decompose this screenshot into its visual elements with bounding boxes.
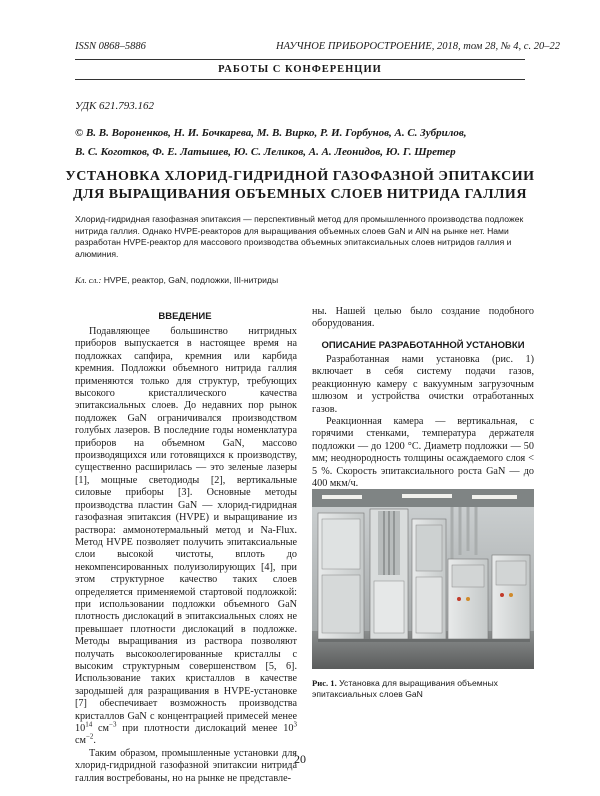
method-heading: ОПИСАНИЕ РАЗРАБОТАННОЙ УСТАНОВКИ: [321, 340, 525, 351]
article-title-line-1: УСТАНОВКА ХЛОРИД-ГИДРИДНОЙ ГАЗОФАЗНОЙ ЭПИТАКСИИ: [65, 169, 535, 184]
keywords-label: Кл. сл.:: [75, 275, 102, 285]
intro-continuation: ны. Нашей целью было создание подобного оборудования.: [312, 306, 534, 330]
method-text: [312, 354, 534, 490]
authors-line-1: © В. В. Вороненков, Н. И. Бочкарева, М. В. Вирко, Р. И. Горбунов, А. С. Зубрилов,: [75, 127, 467, 139]
udk-code: УДК 621.793.162: [75, 100, 155, 112]
figure-caption: [312, 678, 534, 700]
header-rule-bottom: [75, 79, 525, 80]
intro-heading: ВВЕДЕНИЕ: [158, 311, 212, 322]
intro-text: [75, 326, 297, 785]
keywords: [75, 275, 278, 285]
figure-hvpe-installation-photo: [312, 489, 534, 669]
article-title-line-2: ДЛЯ ВЫРАЩИВАНИЯ ОБЪЕМНЫХ СЛОЕВ НИТРИДА ГАЛЛИЯ: [73, 187, 527, 202]
page-number: 20: [294, 752, 306, 766]
intro-paragraph-1: Подавляющее большинство нитридных приборов выпускается в настоящее время на подложках сапфира, кремния или карбида кремния. Подложки объемного нитрида галлия применяются только для структур, требующих высокого кристаллического качества эпитаксиальных слоев. До недавних пор рынок подложек GaN ограничивался производством голубых лазеров. В последние годы номенклатура приборов на объемном GaN, массово производящихся или готовящихся к производству, существенно расширилась — это зеленые лазеры [1], мощные светодиоды [2], вертикальные силовые приборы [3]. Основные методы производства пластин GaN — хлорид-гидридная газофазная эпитаксия (HVPE) и выращивание из раствора: аммонотермальный метод и Na-Flux. Метод HVPE позволяет получить эпитаксиальные слои высокой чистоты, вплоть до некомпенсированных полуизолирующих [4], при этом структурное качество таких слоев определяется применяемой стартовой подложкой: при использовании подложки объемного GaN плотность дислокаций в эпитаксиальных слоях не превышает плотности дислокаций в подложке. Методы выращивания из раствора позволяют получать высокоолегированные кристаллы с высоким структурным совершенством [5, 6]. Использование таких кристаллов в качестве зародышей для разращивания в HVPE-установке [7] обеспечивает возможность производства кристаллов GaN с концентрацией примесей менее $10^{14}$ $см^{-3}$ при плотности дислокаций менее $10^3$ $см^{-2}$.: [75, 326, 297, 747]
authors-line-2: В. С. Коготков, Ф. Е. Латышев, Ю. С. Леликов, А. А. Леонидов, Ю. Г. Шретер: [75, 146, 456, 158]
intro-paragraph-2: Таким образом, промышленные установки для хлорид-гидридной газофазной эпитаксии нитрида галлия востребованы, но на рынке не представле-: [75, 747, 297, 784]
keywords-text: HVPE, реактор, GaN, подложки, III-нитриды: [103, 275, 279, 285]
journal-citation: НАУЧНОЕ ПРИБОРОСТРОЕНИЕ, 2018, том 28, № 4, c. 20–22: [276, 41, 560, 52]
issn: ISSN 0868–5886: [75, 41, 146, 52]
method-paragraph-2: Реакционная камера — вертикальная, с горячими стенками, температура держателя подложки — до 1200 °С. Диаметр подложки — 50 мм; неоднородность толщины осаждаемого слоя < 5 %. Скорость эпитаксиального роста GaN — до 400 мкм/ч.: [312, 416, 534, 490]
figure-label: Рис. 1.: [312, 678, 337, 688]
abstract: Хлорид-гидридная газофазная эпитаксия — перспективный метод для промышленного производства подложек нитрида галлия. Однако HVPE-реакторов для выращивания объемных слоев GaN и AlN на рынке нет. Нами разработан HVPE-реактор для массового производства объемных эпитаксиальных слоев нитридов галлия и алюминия.: [75, 214, 524, 259]
section-title: РАБОТЫ С КОНФЕРЕНЦИИ: [218, 64, 382, 75]
method-paragraph-1: Разработанная нами установка (рис. 1) включает в себя систему подачи газов, реакционную камеру с вакуумным загрузочным шлюзом и устройства очистки отработанных газов.: [312, 354, 534, 415]
figure-caption-text: Установка для выращивания объемных эпитаксиальных слоев GaN: [312, 678, 498, 699]
header-rule-top: [75, 59, 525, 60]
installation-photo-illustration: [312, 489, 534, 669]
